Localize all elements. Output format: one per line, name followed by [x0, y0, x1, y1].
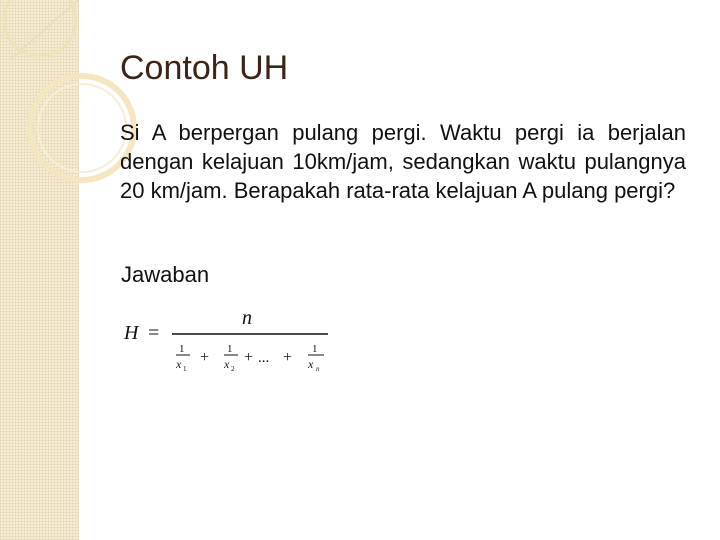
denom-x2: x — [224, 357, 230, 371]
denom-one-n: 1 — [312, 343, 318, 355]
formula-equals: = — [148, 322, 160, 344]
side-panel — [0, 0, 79, 540]
denom-ellipsis: ... — [258, 350, 270, 366]
denom-plus-2: + — [244, 349, 254, 366]
formula-lhs: H — [124, 322, 139, 344]
denom-plus-1: + — [200, 349, 210, 366]
slide-title: Contoh UH — [120, 49, 289, 87]
denom-x1-sub: 1 — [183, 365, 187, 373]
denom-one-1: 1 — [179, 343, 185, 355]
question-text: Si A berpergan pulang pergi. Waktu pergi ia berjalan dengan kelajuan 10km/jam, sedangkan waktu pulangnya 20 km/jam. Berapakah rata-rata kelajuan A pulang pergi? — [120, 120, 686, 203]
formula-numerator: n — [242, 307, 252, 329]
denom-one-2: 1 — [227, 343, 233, 355]
denom-plus-3: + — [283, 349, 293, 366]
harmonic-mean-formula — [122, 304, 342, 380]
denom-x2-sub: 2 — [231, 365, 235, 373]
denom-xn-sub: n — [316, 365, 320, 373]
denom-x1: x — [176, 357, 182, 371]
denom-xn: x — [308, 357, 314, 371]
answer-label: Jawaban — [121, 262, 210, 287]
